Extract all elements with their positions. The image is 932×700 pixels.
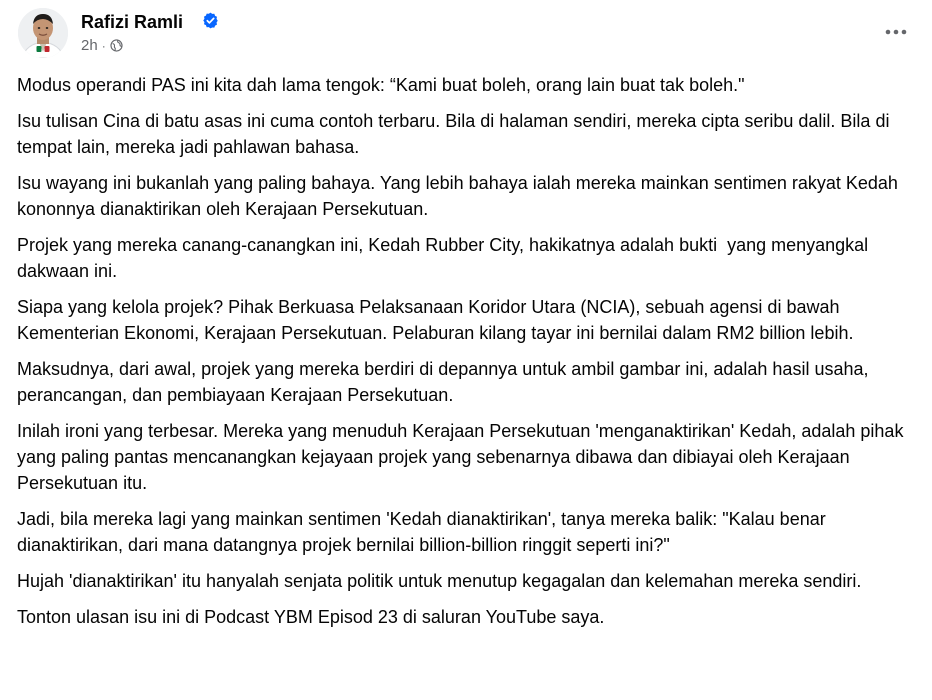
more-options-button[interactable] [878, 14, 914, 50]
post-paragraph: Isu wayang ini bukanlah yang paling bahaya. Yang lebih bahaya ialah mereka mainkan sentimen rakyat Kedah kononnya dianaktirikan oleh Kerajaan Persekutuan. [17, 173, 903, 219]
post-header [16, 6, 916, 62]
post-paragraph: Inilah ironi yang terbesar. Mereka yang menuduh Kerajaan Persekutuan 'menganaktirikan' Kedah, adalah pihak yang paling pantas mencanangkan kejayaan projek yang sebenarnya dibawa dan dibiayai oleh Kerajaan Persekutuan itu. [17, 421, 909, 493]
globe-icon[interactable] [110, 39, 123, 52]
post-paragraph: Hujah 'dianaktirikan' itu hanyalah senjata politik untuk menutup kegagalan dan kelemahan mereka sendiri. [17, 571, 862, 591]
post-meta [81, 37, 123, 54]
post-paragraph: Siapa yang kelola projek? Pihak Berkuasa Pelaksanaan Koridor Utara (NCIA), sebuah agensi di bawah Kementerian Ekonomi, Kerajaan Persekutuan. Pelaburan kilang tayar ini bernilai dalam RM2 billion lebih. [17, 297, 854, 343]
avatar-image [18, 8, 68, 58]
post-body [17, 72, 917, 640]
post-paragraph: Modus operandi PAS ini kita dah lama tengok: “Kami buat boleh, orang lain buat tak boleh." [17, 75, 745, 95]
post-paragraph: Jadi, bila mereka lagi yang mainkan sentimen 'Kedah dianaktirikan', tanya mereka balik: "Kalau benar dianaktirikan, dari mana datangnya projek bernilai billion-billion ringgit seperti ini?" [17, 509, 831, 555]
post-timestamp[interactable]: 2h [81, 37, 98, 54]
verified-badge-icon [202, 12, 219, 29]
post-paragraph: Maksudnya, dari awal, projek yang mereka berdiri di depannya untuk ambil gambar ini, adalah hasil usaha, perancangan, dan pembiayaan Kerajaan Persekutuan. [17, 359, 874, 405]
more-horizontal-icon [885, 29, 907, 35]
post-paragraph: Projek yang mereka canang-canangkan ini, Kedah Rubber City, hakikatnya adalah bukti yang menyangkal dakwaan ini. [17, 235, 874, 281]
post-paragraph: Tonton ulasan isu ini di Podcast YBM Episod 23 di saluran YouTube saya. [17, 607, 605, 627]
meta-separator: · [101, 38, 106, 53]
author-name[interactable]: Rafizi Ramli [81, 12, 184, 32]
author-avatar[interactable] [18, 8, 68, 58]
post-paragraph: Isu tulisan Cina di batu asas ini cuma contoh terbaru. Bila di halaman sendiri, mereka cipta seribu dalil. Bila di tempat lain, mereka jadi pahlawan bahasa. [17, 111, 895, 157]
